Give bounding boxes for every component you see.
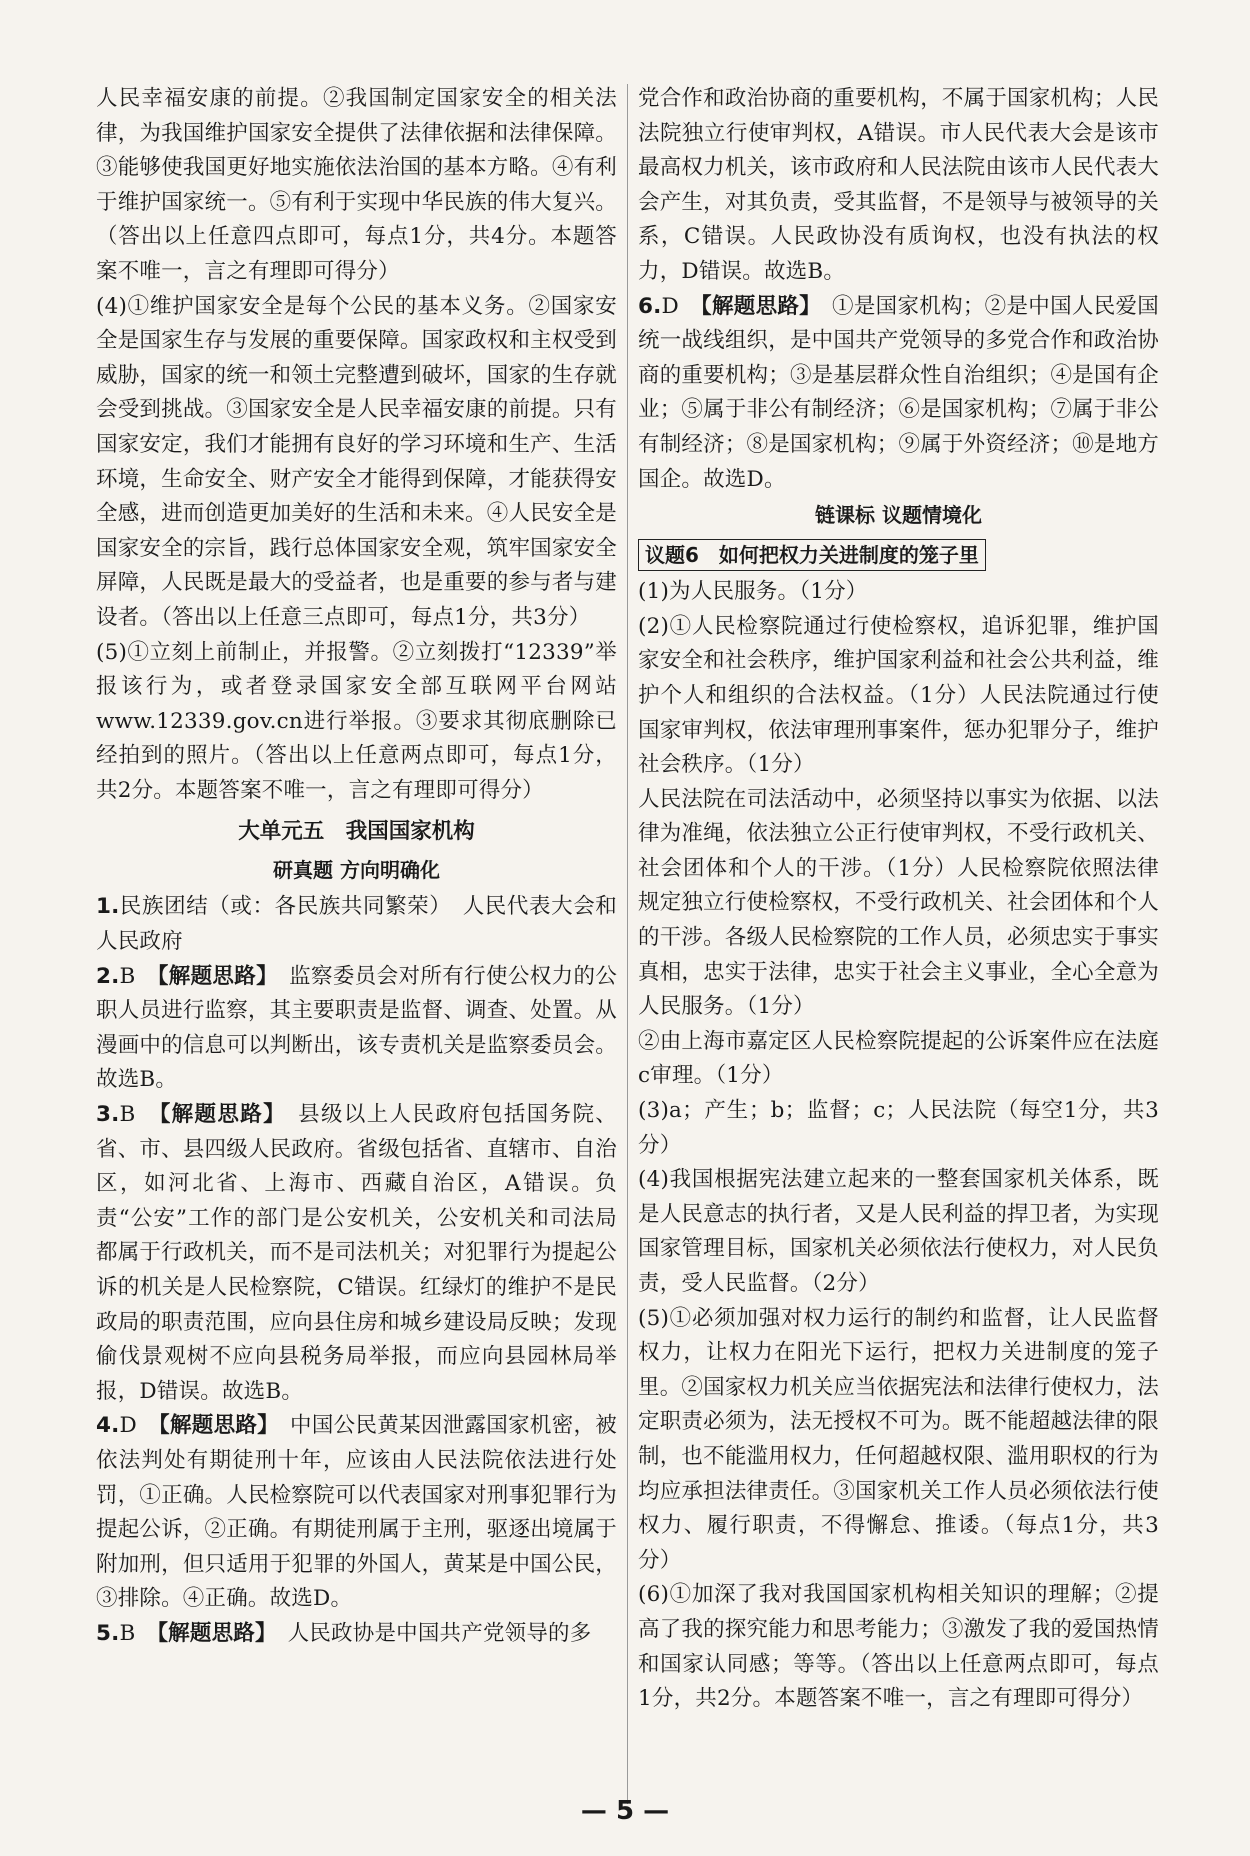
answer-paragraph: (2)①人民检察院通过行使检察权，追诉犯罪，维护国家安全和社会秩序，维护国家利益和社会公共利益，维护个人和组织的合法权益。（1分）人民法院通过行使国家审判权，依法审理刑事案件，惩办犯罪分子，维护社会秩序。（1分） <box>638 613 1159 778</box>
question-number: 5. <box>96 1620 120 1646</box>
answer-paragraph: (5)①必须加强对权力运行的制约和监督，让人民监督权力，让权力在阳光下运行，把权力关进制度的笼子里。②国家权力机关应当依据宪法和法律行使权力，法定职责必须为，法无授权不可为。既不能超越法律的限制，也不能滥用权力，任何超越权限、滥用职权的行为均应承担法律责任。③国家机关工作人员必须依法行使权力、履行职责，不得懈怠、推诿。（每点1分，共3分） <box>638 1305 1159 1573</box>
answer-paragraph: (4)我国根据宪法建立起来的一整套国家机关体系，既是人民意志的执行者，又是人民利益的捍卫者，为实现国家管理目标，国家机关必须依法行使权力，对人民负责，受人民监督。（2分） <box>638 1167 1159 1296</box>
page-number: — 5 — <box>580 1796 670 1826</box>
question-answer-2 <box>96 960 617 1098</box>
answer-choice: D <box>661 293 679 319</box>
solution-hint-label: 【解题思路】 <box>158 1413 269 1439</box>
column-divider <box>627 84 628 1804</box>
left-column <box>96 82 617 1652</box>
answer-paragraph: (5)①立刻上前制止，并报警。②立刻拨打“12339”举报该行为，或者登录国家安全部互联网平台网站www.12339.gov.cn进行举报。③要求其彻底删除已经拍到的照片。（答出以上任意两点即可，每点1分，共2分。本题答案不唯一，言之有理即可得分） <box>96 639 617 803</box>
section-subtitle: 研真题 方向明确化 <box>273 858 440 883</box>
answer-paragraph: (1)为人民服务。（1分） <box>638 579 868 605</box>
answer-choice: B <box>119 1620 136 1646</box>
answer-paragraph: 人民幸福安康的前提。②我国制定国家安全的相关法律，为我国维护国家安全提供了法律依据和法律保障。③能够使我国更好地实施依法治国的基本方略。④有利于维护国家统一。⑤有利于实现中华民族的伟大复兴。（答出以上任意四点即可，每点1分，共4分。本题答案不唯一，言之有理即可得分） <box>96 86 617 284</box>
answer-paragraph: (6)①加深了我对我国国家机构相关知识的理解；②提高了我的探究能力和思考能力；③激发了我的爱国热情和国家认同感；等等。（答出以上任意两点即可，每点1分，共2分。本题答案不唯一，言之有理即可得分） <box>638 1582 1159 1712</box>
question-answer-1 <box>96 890 617 959</box>
section-subtitle: 链课标 议题情境化 <box>815 503 982 528</box>
answer-paragraph: 人民法院在司法活动中，必须坚持以事实为依据、以法律为准绳，依法独立公正行使审判权，不受行政机关、社会团体和个人的干涉。（1分）人民检察院依照法律规定独立行使检察权，不受行政机关、社会团体和个人的干涉。各级人民检察院的工作人员，必须忠实于事实真相，忠实于法律，忠实于社会主义事业，全心全意为人民服务。（1分） <box>638 786 1159 1020</box>
answer-text: 人民政协是中国共产党领导的多 <box>287 1620 592 1646</box>
solution-hint-label: 【解题思路】 <box>157 963 268 989</box>
question-number: 6. <box>638 293 662 319</box>
question-number: 4. <box>96 1413 120 1439</box>
question-answer-6 <box>638 290 1159 498</box>
answer-text: 监察委员会对所有行使公权力的公职人员进行监察，其主要职责是监督、调查、处置。从漫画中的信息可以判断出，该专责机关是监察委员会。故选B。 <box>96 963 618 1093</box>
question-answer-3 <box>96 1098 617 1409</box>
answer-choice: B <box>119 963 136 989</box>
answer-text: 民族团结（或：各民族共同繁荣） 人民代表大会和人民政府 <box>96 894 617 955</box>
question-number: 3. <box>96 1102 120 1128</box>
answer-text: ①是国家机构；②是中国人民爱国统一战线组织，是中国共产党领导的多党合作和政治协商的重要机构；③是基层群众性自治组织；④是国有企业；⑤属于非公有制经济；⑥是国家机构；⑦属于非公有制经济；⑧是国家机构；⑨属于外资经济；⑩是地方国企。故选D。 <box>638 293 1160 492</box>
answer-choice: B <box>119 1102 136 1128</box>
solution-hint-label: 【解题思路】 <box>700 293 811 319</box>
answer-text: 县级以上人民政府包括国务院、省、市、县四级人民政府。省级包括省、直辖市、自治区，如河北省、上海市、西藏自治区，A错误。负责“公安”工作的部门是公安机关，公安机关和司法局都属于行政机关，而不是司法机关；对犯罪行为提起公诉的机关是人民检察院，C错误。红绿灯的维护不是民政局的职责范围，应向县住房和城乡建设局反映；发现偷伐景观树不应向县税务局举报，而应向县园林局举报，D错误。故选B。 <box>96 1102 618 1404</box>
question-number: 1. <box>96 894 120 920</box>
right-column <box>638 82 1159 1717</box>
solution-hint-label: 【解题思路】 <box>157 1620 266 1646</box>
answer-text: 中国公民黄某因泄露国家机密，被依法判处有期徒刑十年，应该由人民法院依法进行处罚，①正确。人民检察院可以代表国家对刑事犯罪行为提起公诉，②正确。有期徒刑属于主刑，驱逐出境属于附加刑，但只适用于犯罪的外国人，黄某是中国公民，③排除。④正确。故选D。 <box>96 1413 618 1612</box>
question-answer-4 <box>96 1409 617 1617</box>
question-number: 2. <box>96 963 120 989</box>
answer-paragraph: (4)①维护国家安全是每个公民的基本义务。②国家安全是国家生存与发展的重要保障。国家政权和主权受到威胁，国家的统一和领土完整遭到破坏，国家的生存就会受到挑战。③国家安全是人民幸福安康的前提。只有国家安定，我们才能拥有良好的学习环境和生产、生活环境，生命安全、财产安全才能得到保障，才能获得安全感，进而创造更加美好的生活和未来。④人民安全是国家安全的宗旨，践行总体国家安全观，筑牢国家安全屏障，人民既是最大的受益者，也是重要的参与者与建设者。（答出以上任意三点即可，每点1分，共3分） <box>96 293 617 630</box>
answer-paragraph: (3)a；产生；b；监督；c；人民法院（每空1分，共3分） <box>638 1098 1159 1158</box>
answer-choice: D <box>119 1413 137 1439</box>
unit-title: 大单元五 我国国家机构 <box>238 819 475 845</box>
answer-paragraph: 党合作和政治协商的重要机构，不属于国家机构；人民法院独立行使审判权，A错误。市人民代表大会是该市最高权力机关，该市政府和人民法院由该市人民代表大会产生，对其负责，受其监督，不是领导与被领导的关系，C错误。人民政协没有质询权，也没有执法的权力，D错误。故选B。 <box>638 86 1159 284</box>
solution-hint-label: 【解题思路】 <box>159 1102 276 1128</box>
topic-label: 议题6 如何把权力关进制度的笼子里 <box>638 539 986 571</box>
question-answer-5 <box>96 1617 617 1652</box>
answer-paragraph: ②由上海市嘉定区人民检察院提起的公诉案件应在法庭c审理。（1分） <box>638 1028 1159 1089</box>
